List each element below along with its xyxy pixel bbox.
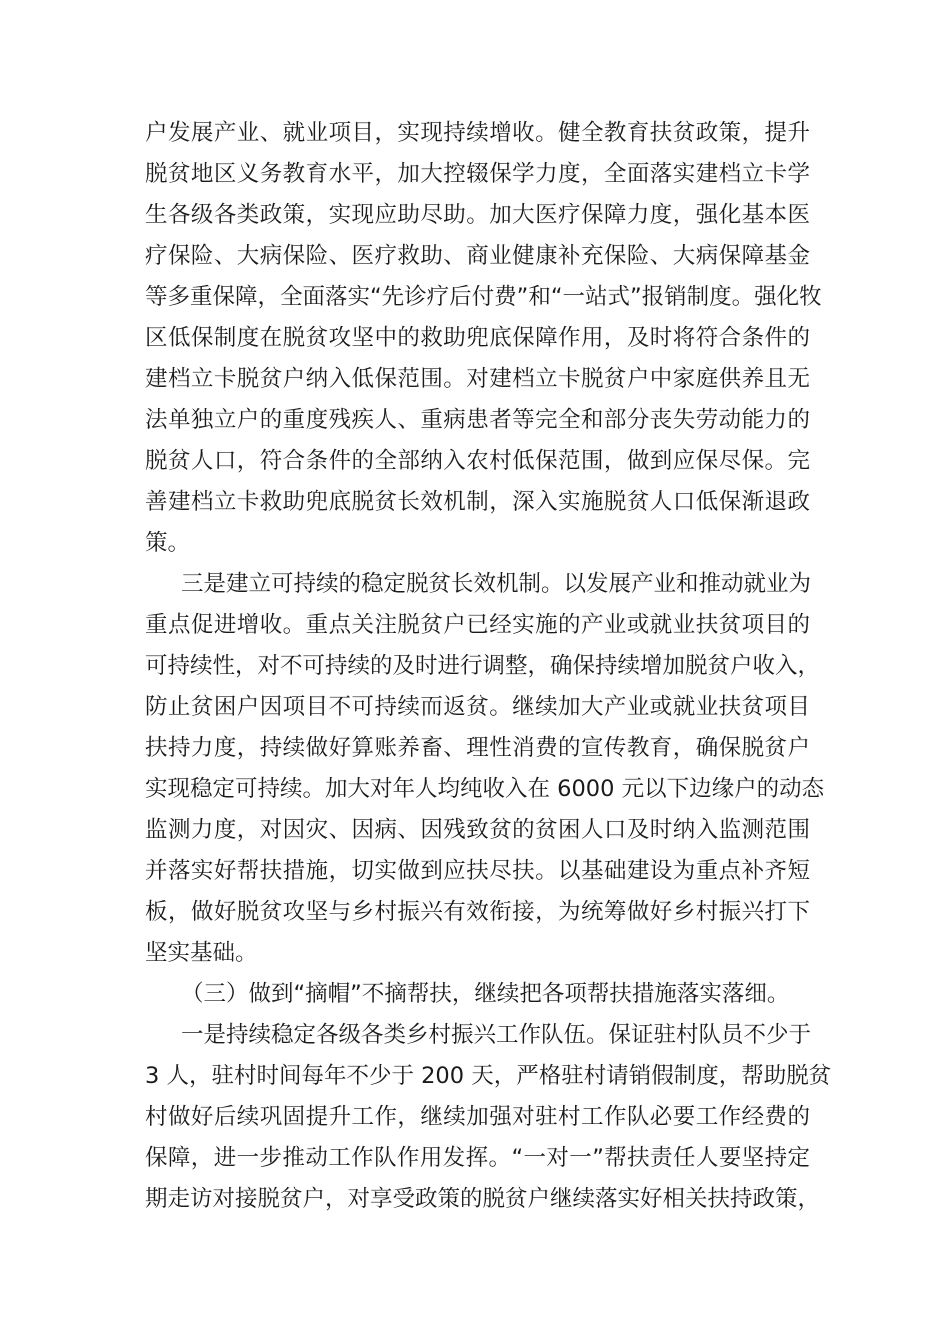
text-line: 坚实基础。 [145,940,258,966]
text-line: 法单独立户的重度残疾人、重病患者等完全和部分丧失劳动能力的 [145,407,810,433]
text-line: 村做好后续巩固提升工作，继续加强对驻村工作队必要工作经费的 [145,1104,810,1130]
text-line: 期走访对接脱贫户，对享受政策的脱贫户继续落实好相关扶持政策， [145,1186,821,1212]
text-line: 生各级各类政策，实现应助尽助。加大医疗保障力度，强化基本医 [145,202,810,228]
text-line: 等多重保障，全面落实“先诊疗后付费”和“一站式”报销制度。强化牧 [145,284,822,310]
text-line: 疗保险、大病保险、医疗救助、商业健康补充保险、大病保障基金 [145,243,810,269]
text-line: 脱贫人口，符合条件的全部纳入农村低保范围，做到应保尽保。完 [145,448,810,474]
text-line: 脱贫地区义务教育水平，加大控辍保学力度，全面落实建档立卡学 [145,161,810,187]
text-line: 3 人，驻村时间每年不少于 200 天，严格驻村请销假制度，帮助脱贫 [145,1063,832,1089]
text-line: 防止贫困户因项目不可持续而返贫。继续加大产业或就业扶贫项目 [145,694,810,720]
text-line: 可持续性，对不可持续的及时进行调整，确保持续增加脱贫户收入， [145,653,821,679]
text-line: 善建档立卡救助兜底脱贫长效机制，深入实施脱贫人口低保渐退政 [145,489,810,515]
text-line: 策。 [145,530,191,556]
text-line: 保障，进一步推动工作队作用发挥。“一对一”帮扶责任人要坚持定 [145,1145,810,1171]
section-heading: （三）做到“摘帽”不摘帮扶，继续把各项帮扶措施落实落细。 [181,981,790,1007]
text-line: 监测力度，对因灾、因病、因残致贫的贫困人口及时纳入监测范围 [145,817,810,843]
body-text [145,113,832,1220]
text-line: 户发展产业、就业项目，实现持续增收。健全教育扶贫政策，提升 [145,120,810,146]
text-line: 三是建立可持续的稳定脱贫长效机制。以发展产业和推动就业为 [181,571,812,597]
text-line: 实现稳定可持续。加大对年人均纯收入在 6000 元以下边缘户的动态 [145,776,825,802]
text-line: 一是持续稳定各级各类乡村振兴工作队伍。保证驻村队员不少于 [181,1022,812,1048]
text-line: 重点促进增收。重点关注脱贫户已经实施的产业或就业扶贫项目的 [145,612,810,638]
text-line: 板，做好脱贫攻坚与乡村振兴有效衔接，为统筹做好乡村振兴打下 [145,899,810,925]
text-line: 并落实好帮扶措施，切实做到应扶尽扶。以基础建设为重点补齐短 [145,858,810,884]
text-line: 建档立卡脱贫户纳入低保范围。对建档立卡脱贫户中家庭供养且无 [145,366,810,392]
text-line: 区低保制度在脱贫攻坚中的救助兜底保障作用，及时将符合条件的 [145,325,810,351]
text-line: 扶持力度，持续做好算账养畜、理性消费的宣传教育，确保脱贫户 [145,735,810,761]
